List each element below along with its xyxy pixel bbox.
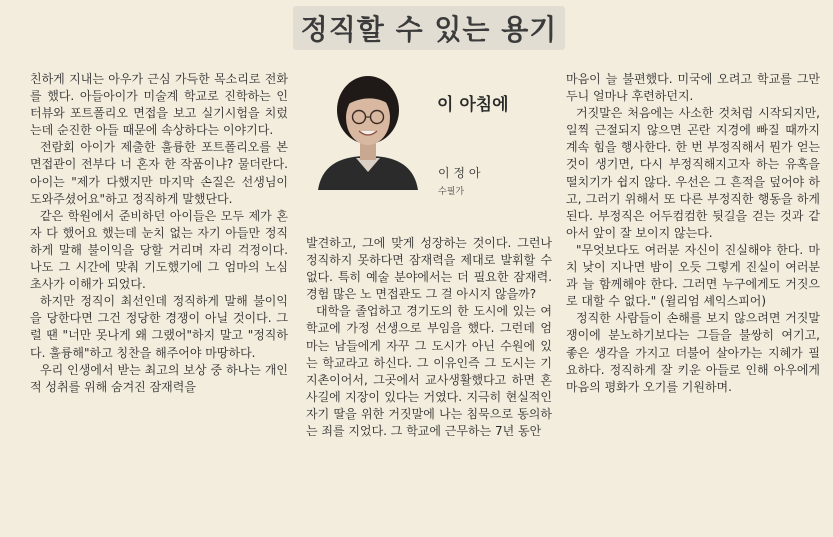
- article-column-2: [306, 235, 552, 440]
- paragraph: 전람회 아이가 제출한 훌륭한 포트폴리오를 본 면접관이 전부다 너 혼자 한 작품이냐? 물더란다. 아이는 "제가 다했지만 마지막 손질은 선생님이 도와주셨어요"하고 정직하게 말했단다.: [30, 140, 288, 206]
- paragraph: 우리 인생에서 받는 최고의 보상 중 하나는 개인적 성취를 위해 숨겨진 잠재력을: [30, 362, 288, 394]
- author-role: 수필가: [438, 187, 465, 197]
- paragraph: "무엇보다도 여러분 자신이 진실해야 한다. 마치 낮이 지나면 밤이 오듯 그렇게 진실이 여러분과 늘 함께해야 한다. 그러면 누구에게도 거짓으로 대할 수 없다." (윌리엄 셰익스피어): [566, 242, 820, 309]
- paragraph: 발견하고, 그에 맞게 성장하는 것이다. 그런나 정직하지 못하다면 잠재력을 제대로 발휘할 수 없다. 특히 예술 분야에서는 더 필요한 잠재력. 경험 많은 노 면접관도 그 걸 아시지 않을까?: [306, 236, 552, 302]
- paragraph: 같은 학원에서 준비하던 아이들은 모두 제가 혼자 다 했어요 했는데 눈치 없는 자기 아들만 정직하게 말해 불이익을 당할 거리며 자리 걱정이다. 나도 그 시간에 맞춰 기도했기에 그 엄마의 노심초사가 이해가 되었다.: [30, 208, 288, 292]
- author-portrait: [312, 68, 424, 190]
- paragraph: 하지만 정직이 최선인데 정직하게 말해 불이익을 당한다면 그건 정당한 경쟁이 아닐 것이다. 그럴 땐 "너만 못나게 왜 그랬어"하지 말고 "정직하다. 훌륭해"하고 칭찬을 해주어야 마땅하다.: [30, 294, 288, 360]
- article-column-1: [30, 71, 288, 396]
- paragraph: 정직한 사람들이 손해를 보지 않으려면 거짓말쟁이에 분노하기보다는 그들을 불쌍히 여기고, 좋은 생각을 가지고 더불어 살아가는 지혜가 필요하다. 정직하게 잘 키운 아들로 인해 아우에게 마음의 평화가 오기를 기원하며.: [566, 311, 820, 394]
- headline-box: [293, 6, 565, 50]
- paragraph: 친하게 지내는 아우가 근심 가득한 목소리로 전화를 했다. 아들아이가 미술계 학교로 진학하는 인터뷰와 포트폴리오 면접을 보고 실기시험을 치렀는데 순진한 아들 때문에 속상하다는 이야기다.: [30, 72, 288, 138]
- paragraph: 대학을 졸업하고 경기도의 한 도시에 있는 여학교에 가정 선생으로 부임을 했다. 그런데 엄마는 남들에게 자꾸 그 도시가 아닌 수원에 있는 학교라고 하신다. 그 이유인즉 그 도시는 기지촌이어서, 그곳에서 교사생활했다고 하면 혼사길에 지장이 있다는 거였다. 지극히 현실적인 자기 딸을 위한 거짓말에 나는 침묵으로 동의하는 죄를 지었다. 그 학교에 근무하는 7년 동안: [306, 304, 552, 439]
- author-name: 이 정 아: [438, 166, 481, 180]
- paragraph: 마음이 늘 불편했다. 미국에 오려고 학교를 그만두니 얼마나 후련하던지.: [566, 72, 820, 104]
- author-photo: [312, 68, 424, 190]
- article-column-3: [566, 71, 820, 396]
- paragraph: 거짓말은 처음에는 사소한 것처럼 시작되지만, 일찍 근절되지 않으면 곤란 지경에 빠질 때까지 계속 힘을 행사한다. 한 번 부정직해서 뭔가 얻는 것이 생기면, 다시 부정직해지고자 하는 유혹을 떨치기가 쉽지 않다. 우선은 그 흔적을 덮어야 하고, 그러기 위해서 또 다른 부정직한 행동을 하게 된다. 부정직은 어두컴컴한 뒷길을 걷는 것과 같아서 앞이 잘 보이지 않는다.: [566, 106, 820, 240]
- column-series-title: 이 아침에: [437, 95, 509, 115]
- headline-title: 정직할 수 있는 용기: [300, 13, 558, 46]
